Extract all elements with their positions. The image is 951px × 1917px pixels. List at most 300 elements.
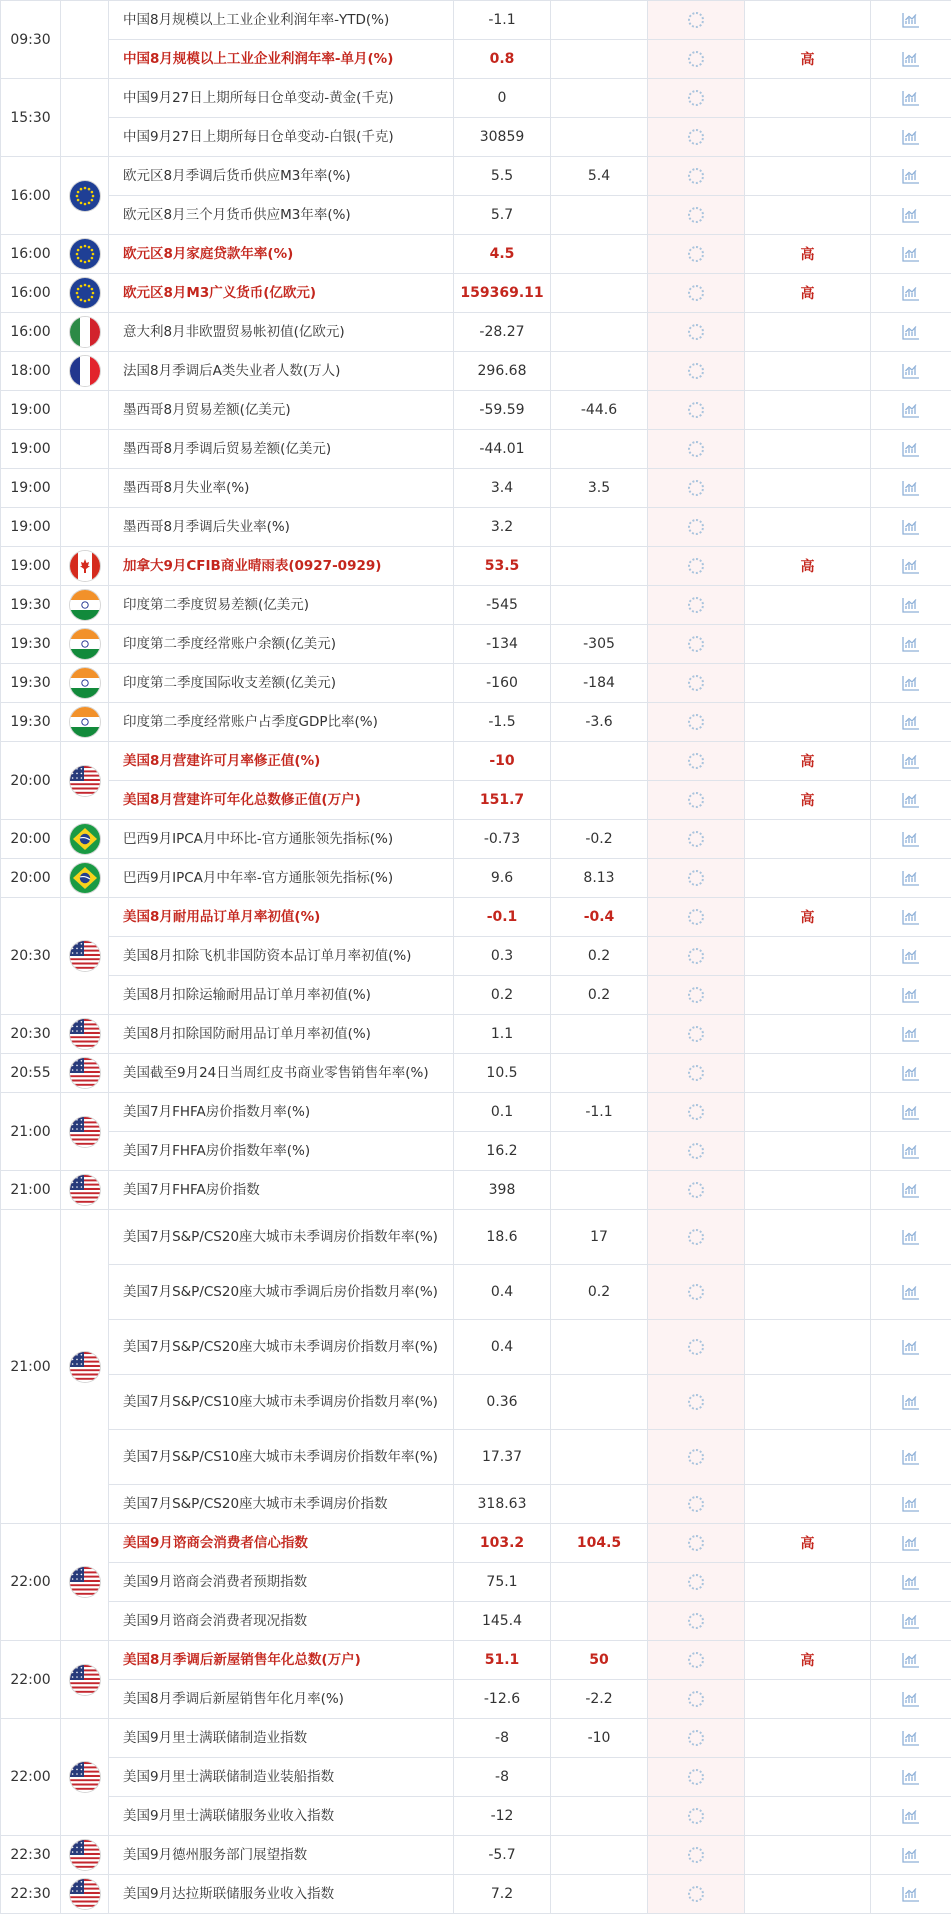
loading-spinner-icon [688,168,704,184]
importance-label: 高 [745,235,871,274]
previous-value: 0 [454,79,551,118]
loading-spinner-icon [688,870,704,886]
analysis-cell[interactable] [871,196,951,235]
chart-icon[interactable] [902,714,920,730]
event-name[interactable]: 意大利8月非欧盟贸易帐初值(亿欧元) [109,313,454,352]
event-row [1,742,951,781]
analysis-cell[interactable] [871,1680,951,1719]
event-name[interactable]: 美国8月耐用品订单月率初值(%) [109,898,454,937]
country-flag-cell [61,352,109,391]
analysis-cell[interactable] [871,898,951,937]
analysis-cell[interactable] [871,157,951,196]
importance-label [745,1485,871,1524]
analysis-cell[interactable] [871,781,951,820]
event-time: 20:30 [1,898,61,1015]
analysis-cell[interactable] [871,40,951,79]
event-row [1,1132,951,1171]
actual-value-cell [648,1,745,40]
event-time: 16:00 [1,274,61,313]
chart-icon[interactable] [902,1143,920,1159]
event-time: 09:30 [1,1,61,79]
event-row [1,1375,951,1430]
previous-value: -1.1 [454,1,551,40]
importance-label [745,391,871,430]
analysis-cell[interactable] [871,274,951,313]
event-name[interactable]: 墨西哥8月季调后贸易差额(亿美元) [109,430,454,469]
chart-icon[interactable] [902,363,920,379]
actual-value-cell [648,1797,745,1836]
forecast-value [551,1375,648,1430]
analysis-cell[interactable] [871,1641,951,1680]
chart-icon[interactable] [902,753,920,769]
forecast-value [551,1836,648,1875]
importance-label [745,430,871,469]
loading-spinner-icon [688,675,704,691]
loading-spinner-icon [688,1691,704,1707]
event-name[interactable]: 印度第二季度经常账户余额(亿美元) [109,625,454,664]
actual-value-cell [648,1093,745,1132]
us-flag-icon [70,1352,100,1382]
event-row [1,1719,951,1758]
loading-spinner-icon [688,1026,704,1042]
country-flag-cell [61,469,109,508]
importance-label [745,976,871,1015]
previous-value: -0.1 [454,898,551,937]
event-name[interactable]: 美国8月营建许可月率修正值(%) [109,742,454,781]
chart-icon[interactable] [902,1886,920,1902]
loading-spinner-icon [688,987,704,1003]
analysis-cell[interactable] [871,1054,951,1093]
analysis-cell[interactable] [871,859,951,898]
importance-label [745,859,871,898]
event-name[interactable]: 美国7月S&P/CS10座大城市未季调房价指数月率(%) [109,1375,454,1430]
importance-label [745,352,871,391]
chart-icon[interactable] [902,1847,920,1863]
previous-value: 145.4 [454,1602,551,1641]
event-time: 20:30 [1,1015,61,1054]
chart-icon[interactable] [902,1496,920,1512]
actual-value-cell [648,1758,745,1797]
event-name[interactable]: 印度第二季度经常账户占季度GDP比率(%) [109,703,454,742]
importance-label [745,196,871,235]
importance-label [745,1836,871,1875]
loading-spinner-icon [688,90,704,106]
forecast-value: 17 [551,1210,648,1265]
analysis-cell[interactable] [871,1797,951,1836]
chart-icon[interactable] [902,12,920,28]
previous-value: 0.8 [454,40,551,79]
chart-icon[interactable] [902,441,920,457]
event-name[interactable]: 印度第二季度国际收支差额(亿美元) [109,664,454,703]
analysis-cell[interactable] [871,664,951,703]
actual-value-cell [648,1524,745,1563]
loading-spinner-icon [688,636,704,652]
analysis-cell[interactable] [871,742,951,781]
event-name[interactable]: 巴西9月IPCA月中环比-官方通胀领先指标(%) [109,820,454,859]
event-row [1,352,951,391]
event-name[interactable]: 美国截至9月24日当周红皮书商业零售销售年率(%) [109,1054,454,1093]
chart-icon[interactable] [902,870,920,886]
analysis-cell[interactable] [871,430,951,469]
country-flag-cell [61,157,109,235]
analysis-cell[interactable] [871,1,951,40]
event-name[interactable]: 美国8月营建许可年化总数修正值(万户) [109,781,454,820]
event-time: 22:00 [1,1524,61,1641]
analysis-cell[interactable] [871,1093,951,1132]
chart-icon[interactable] [902,792,920,808]
analysis-cell[interactable] [871,508,951,547]
event-time: 19:00 [1,469,61,508]
chart-icon[interactable] [902,168,920,184]
event-name[interactable]: 美国9月里士满联储制造业装船指数 [109,1758,454,1797]
analysis-cell[interactable] [871,1320,951,1375]
analysis-cell[interactable] [871,313,951,352]
event-row [1,235,951,274]
chart-icon[interactable] [902,246,920,262]
event-name[interactable]: 中国8月规模以上工业企业利润年率-单月(%) [109,40,454,79]
importance-label [745,1563,871,1602]
event-row [1,1171,951,1210]
event-name[interactable]: 加拿大9月CFIB商业晴雨表(0927-0929) [109,547,454,586]
event-row [1,547,951,586]
event-time: 21:00 [1,1093,61,1171]
previous-value: 5.5 [454,157,551,196]
actual-value-cell [648,1171,745,1210]
previous-value: 0.36 [454,1375,551,1430]
forecast-value: 5.4 [551,157,648,196]
chart-icon[interactable] [902,207,920,223]
chart-icon[interactable] [902,1652,920,1668]
event-row [1,1836,951,1875]
previous-value: 103.2 [454,1524,551,1563]
country-flag-cell [61,625,109,664]
chart-icon[interactable] [902,1691,920,1707]
chart-icon[interactable] [902,285,920,301]
actual-value-cell [648,859,745,898]
chart-icon[interactable] [902,558,920,574]
loading-spinner-icon [688,792,704,808]
event-name[interactable]: 美国8月季调后新屋销售年化总数(万户) [109,1641,454,1680]
forecast-value: 104.5 [551,1524,648,1563]
analysis-cell[interactable] [871,1265,951,1320]
actual-value-cell [648,781,745,820]
analysis-cell[interactable] [871,937,951,976]
forecast-value: 0.2 [551,937,648,976]
loading-spinner-icon [688,1574,704,1590]
analysis-cell[interactable] [871,79,951,118]
analysis-cell[interactable] [871,1719,951,1758]
event-time: 20:00 [1,820,61,859]
event-name[interactable]: 印度第二季度贸易差额(亿美元) [109,586,454,625]
previous-value: 16.2 [454,1132,551,1171]
actual-value-cell [648,1719,745,1758]
analysis-cell[interactable] [871,235,951,274]
event-name[interactable]: 欧元区8月M3广义货币(亿欧元) [109,274,454,313]
previous-value: 1.1 [454,1015,551,1054]
importance-label [745,1265,871,1320]
us-flag-icon [70,1019,100,1049]
event-name[interactable]: 美国7月S&P/CS20座大城市未季调房价指数 [109,1485,454,1524]
forecast-value [551,196,648,235]
eu-flag-icon [70,239,100,269]
loading-spinner-icon [688,1339,704,1355]
importance-label [745,1719,871,1758]
loading-spinner-icon [688,753,704,769]
event-name[interactable]: 美国9月德州服务部门展望指数 [109,1836,454,1875]
event-name[interactable]: 美国9月里士满联储制造业指数 [109,1719,454,1758]
loading-spinner-icon [688,51,704,67]
chart-icon[interactable] [902,1769,920,1785]
event-time: 19:30 [1,703,61,742]
importance-label: 高 [745,1641,871,1680]
chart-icon[interactable] [902,636,920,652]
previous-value: -134 [454,625,551,664]
importance-label [745,1320,871,1375]
country-flag-cell [61,742,109,820]
country-flag-cell [61,1641,109,1719]
event-name[interactable]: 美国7月FHFA房价指数年率(%) [109,1132,454,1171]
event-name[interactable]: 墨西哥8月贸易差额(亿美元) [109,391,454,430]
country-flag-cell [61,79,109,157]
analysis-cell[interactable] [871,391,951,430]
chart-icon[interactable] [902,324,920,340]
importance-label [745,1210,871,1265]
event-name[interactable]: 美国8月扣除飞机非国防资本品订单月率初值(%) [109,937,454,976]
analysis-cell[interactable] [871,1836,951,1875]
analysis-cell[interactable] [871,1132,951,1171]
analysis-cell[interactable] [871,118,951,157]
event-row [1,1875,951,1914]
event-name[interactable]: 墨西哥8月季调后失业率(%) [109,508,454,547]
importance-label [745,1680,871,1719]
us-flag-icon [70,1175,100,1205]
chart-icon[interactable] [902,1535,920,1551]
actual-value-cell [648,1836,745,1875]
analysis-cell[interactable] [871,469,951,508]
chart-icon[interactable] [902,1730,920,1746]
forecast-value: -44.6 [551,391,648,430]
chart-icon[interactable] [902,948,920,964]
importance-label: 高 [745,1524,871,1563]
chart-icon[interactable] [902,1229,920,1245]
event-time: 19:00 [1,547,61,586]
analysis-cell[interactable] [871,703,951,742]
importance-label [745,1602,871,1641]
previous-value: 9.6 [454,859,551,898]
chart-icon[interactable] [902,402,920,418]
chart-icon[interactable] [902,987,920,1003]
actual-value-cell [648,118,745,157]
analysis-cell[interactable] [871,1430,951,1485]
chart-icon[interactable] [902,1808,920,1824]
analysis-cell[interactable] [871,547,951,586]
chart-icon[interactable] [902,1284,920,1300]
forecast-value: 50 [551,1641,648,1680]
previous-value: -10 [454,742,551,781]
previous-value: 0.2 [454,976,551,1015]
analysis-cell[interactable] [871,976,951,1015]
chart-icon[interactable] [902,597,920,613]
event-name[interactable]: 美国7月S&P/CS20座大城市未季调房价指数月率(%) [109,1320,454,1375]
chart-icon[interactable] [902,129,920,145]
importance-label [745,313,871,352]
actual-value-cell [648,1641,745,1680]
event-name[interactable]: 美国8月扣除运输耐用品订单月率初值(%) [109,976,454,1015]
event-name[interactable]: 美国7月S&P/CS20座大城市季调后房价指数月率(%) [109,1265,454,1320]
event-name[interactable]: 欧元区8月家庭贷款年率(%) [109,235,454,274]
event-name[interactable]: 美国7月S&P/CS10座大城市未季调房价指数年率(%) [109,1430,454,1485]
forecast-value: 0.2 [551,1265,648,1320]
importance-label [745,1093,871,1132]
importance-label [745,1430,871,1485]
importance-label: 高 [745,274,871,313]
forecast-value: -0.4 [551,898,648,937]
us-flag-icon [70,766,100,796]
analysis-cell[interactable] [871,1563,951,1602]
event-name[interactable]: 美国9月达拉斯联储服务业收入指数 [109,1875,454,1914]
event-row [1,1485,951,1524]
us-flag-icon [70,941,100,971]
forecast-value [551,274,648,313]
analysis-cell[interactable] [871,1210,951,1265]
importance-label: 高 [745,781,871,820]
country-flag-cell [61,547,109,586]
previous-value: 0.3 [454,937,551,976]
analysis-cell[interactable] [871,1171,951,1210]
event-name[interactable]: 美国9月谘商会消费者现况指数 [109,1602,454,1641]
event-name[interactable]: 中国8月规模以上工业企业利润年率-YTD(%) [109,1,454,40]
event-row [1,1758,951,1797]
importance-label [745,1171,871,1210]
event-name[interactable]: 美国7月FHFA房价指数月率(%) [109,1093,454,1132]
analysis-cell[interactable] [871,1485,951,1524]
country-flag-cell [61,859,109,898]
analysis-cell[interactable] [871,1524,951,1563]
forecast-value [551,781,648,820]
importance-label [745,1375,871,1430]
chart-icon[interactable] [902,1574,920,1590]
previous-value: -12.6 [454,1680,551,1719]
analysis-cell[interactable] [871,1875,951,1914]
forecast-value [551,79,648,118]
analysis-cell[interactable] [871,1602,951,1641]
event-row [1,1563,951,1602]
in-flag-icon [70,629,100,659]
event-name[interactable]: 中国9月27日上期所每日仓单变动-白银(千克) [109,118,454,157]
event-name[interactable]: 美国9月里士满联储服务业收入指数 [109,1797,454,1836]
actual-value-cell [648,1320,745,1375]
event-name[interactable]: 巴西9月IPCA月中年率-官方通胀领先指标(%) [109,859,454,898]
previous-value: 10.5 [454,1054,551,1093]
event-name[interactable]: 欧元区8月季调后货币供应M3年率(%) [109,157,454,196]
analysis-cell[interactable] [871,1375,951,1430]
event-row [1,79,951,118]
actual-value-cell [648,1265,745,1320]
event-row [1,1797,951,1836]
br-flag-icon [70,863,100,893]
loading-spinner-icon [688,1808,704,1824]
event-name[interactable]: 美国9月谘商会消费者信心指数 [109,1524,454,1563]
actual-value-cell [648,664,745,703]
actual-value-cell [648,625,745,664]
importance-label: 高 [745,547,871,586]
analysis-cell[interactable] [871,1758,951,1797]
event-row [1,820,951,859]
chart-icon[interactable] [902,1394,920,1410]
chart-icon[interactable] [902,90,920,106]
previous-value: -8 [454,1758,551,1797]
analysis-cell[interactable] [871,352,951,391]
chart-icon[interactable] [902,1182,920,1198]
event-name[interactable]: 欧元区8月三个月货币供应M3年率(%) [109,196,454,235]
chart-icon[interactable] [902,1104,920,1120]
event-name[interactable]: 法国8月季调后A类失业者人数(万人) [109,352,454,391]
forecast-value [551,40,648,79]
event-name[interactable]: 美国8月季调后新屋销售年化月率(%) [109,1680,454,1719]
event-name[interactable]: 美国9月谘商会消费者预期指数 [109,1563,454,1602]
event-name[interactable]: 美国7月FHFA房价指数 [109,1171,454,1210]
chart-icon[interactable] [902,1613,920,1629]
loading-spinner-icon [688,285,704,301]
chart-icon[interactable] [902,1339,920,1355]
event-time: 16:00 [1,313,61,352]
actual-value-cell [648,937,745,976]
loading-spinner-icon [688,558,704,574]
country-flag-cell [61,1875,109,1914]
event-time: 21:00 [1,1210,61,1524]
event-name[interactable]: 美国8月扣除国防耐用品订单月率初值(%) [109,1015,454,1054]
country-flag-cell [61,1015,109,1054]
chart-icon[interactable] [902,1065,920,1081]
previous-value: 4.5 [454,235,551,274]
forecast-value: -3.6 [551,703,648,742]
chart-icon[interactable] [902,1026,920,1042]
forecast-value: -184 [551,664,648,703]
country-flag-cell [61,820,109,859]
importance-label [745,118,871,157]
analysis-cell[interactable] [871,1015,951,1054]
event-name[interactable]: 美国7月S&P/CS20座大城市未季调房价指数年率(%) [109,1210,454,1265]
chart-icon[interactable] [902,675,920,691]
forecast-value [551,1758,648,1797]
chart-icon[interactable] [902,831,920,847]
loading-spinner-icon [688,597,704,613]
chart-icon[interactable] [902,480,920,496]
analysis-cell[interactable] [871,625,951,664]
previous-value: 3.4 [454,469,551,508]
previous-value: 151.7 [454,781,551,820]
chart-icon[interactable] [902,909,920,925]
event-time: 15:30 [1,79,61,157]
actual-value-cell [648,1015,745,1054]
event-name[interactable]: 墨西哥8月失业率(%) [109,469,454,508]
previous-value: -12 [454,1797,551,1836]
previous-value: -0.73 [454,820,551,859]
event-name[interactable]: 中国9月27日上期所每日仓单变动-黄金(千克) [109,79,454,118]
chart-icon[interactable] [902,1449,920,1465]
analysis-cell[interactable] [871,820,951,859]
analysis-cell[interactable] [871,586,951,625]
chart-icon[interactable] [902,51,920,67]
loading-spinner-icon [688,1535,704,1551]
forecast-value [551,1602,648,1641]
event-row [1,274,951,313]
actual-value-cell [648,1485,745,1524]
actual-value-cell [648,430,745,469]
chart-icon[interactable] [902,519,920,535]
event-time: 16:00 [1,157,61,235]
event-time: 16:00 [1,235,61,274]
